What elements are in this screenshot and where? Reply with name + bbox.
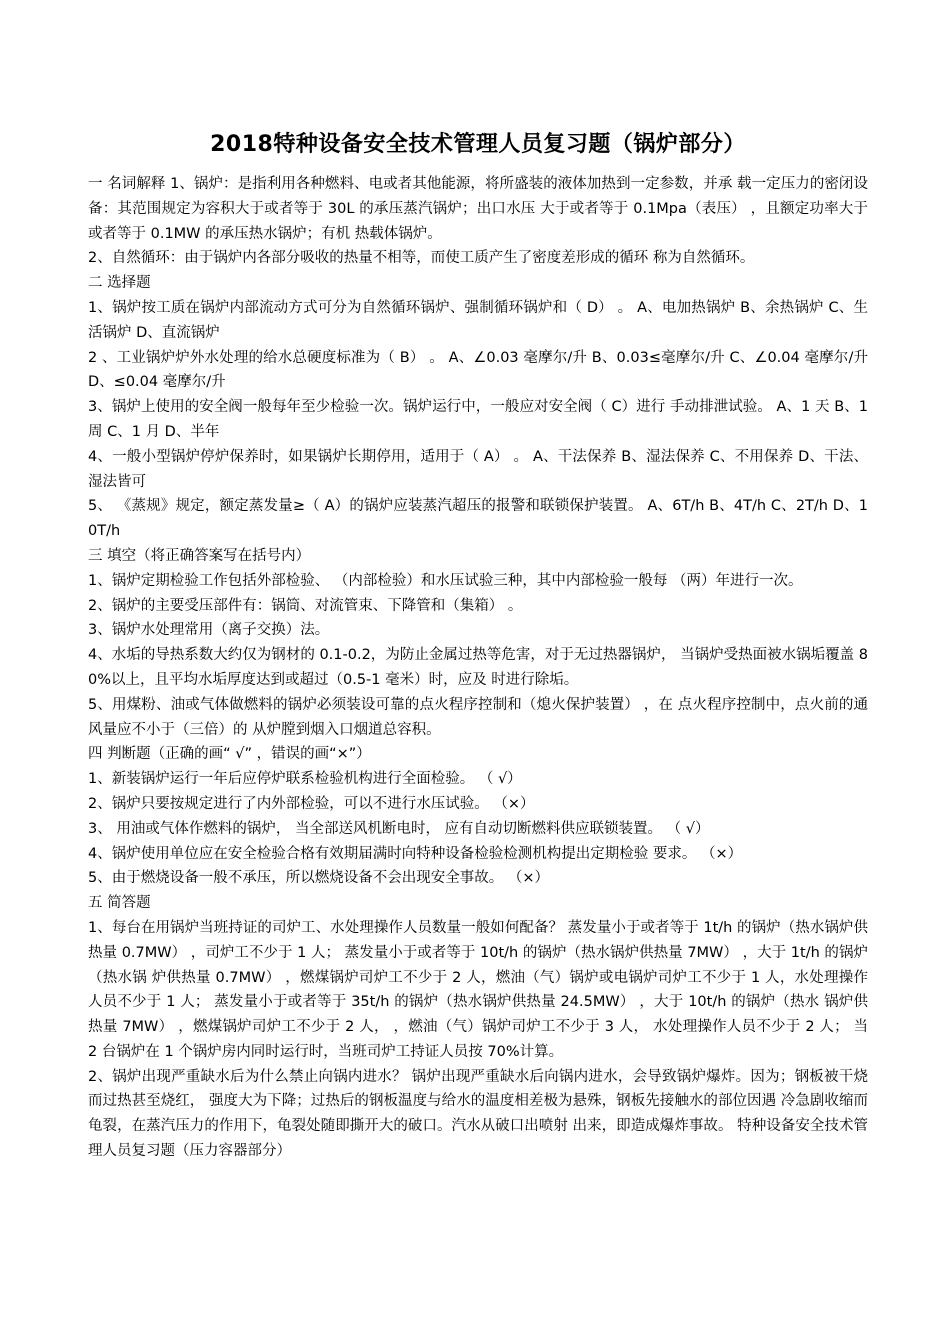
paragraph: 5、由于燃烧设备一般不承压，所以燃烧设备不会出现安全事故。 （×） [88,870,549,887]
paragraph: 3、 用油或气体作燃料的锅炉， 当全部送风机断电时， 应有自动切断燃料供应联锁装置。 （ √） [88,820,710,837]
paragraph: 2、锅炉出现严重缺水后为什么禁止向锅内进水？ 锅炉出现严重缺水后向锅内进水，会导致锅炉爆炸。因为；钢板被干烧而过热甚至烧红， 强度大为下降；过热后的钢板温度与给水的温度相差极为悬殊，钢板先接触水的部位因遇 冷急剧收缩而龟裂，在蒸汽压力的作用下，龟裂处随即撕开大的破口。汽水从破口出喷射 出来，即造成爆炸事故。 特种设备安全技术管理人员复习题（压力容器部分） [88,1068,868,1160]
paragraph: 4、锅炉使用单位应在安全检验合格有效期届满时向特种设备检验检测机构提出定期检验 要求。 （×） [88,845,743,862]
paragraph: 3、锅炉水处理常用（离子交换）法。 [88,622,330,639]
paragraph: 1、每台在用锅炉当班持证的司炉工、水处理操作人员数量一般如何配备？ 蒸发量小于或者等于 1t/h 的锅炉（热水锅炉供热量 0.7MW） ，司炉工不少于 1 人； 蒸发量小于或者等于 10t/h 的锅炉（热水锅炉供热量 7MW） ，大于 1t/h 的锅炉（热水锅 炉供热量 0.7MW） ，燃煤锅炉司炉工不少于 2 人，燃油（气）锅炉或电锅炉司炉工不少于 1 人，水处理操作人员不少于 1 人； 蒸发量小于或者等于 35t/h 的锅炉（热水锅炉供热量 24.5MW） ，大于 10t/h 的锅炉（热水 锅炉供热量 7MW） ，燃煤锅炉司炉工不少于 2 人， ，燃油（气）锅炉司炉工不少于 3 人， 水处理操作人员不少于 2 人； 当 2 台锅炉在 1 个锅炉房内同时运行时，当班司炉工持证人员按 70%计算。 [88,919,868,1060]
paragraph: 3、锅炉上使用的安全阀一般每年至少检验一次。锅炉运行中，一般应对安全阀（ C）进行 手动排泄试验。 A、1 天 B、1 周 C、1 月 D、半年 [88,399,868,440]
section-heading: 四 判断题（正确的画“ √” ，错误的画“×”） [88,746,371,763]
paragraph: 1、新装锅炉运行一年后应停炉联系检验机构进行全面检验。 （ √） [88,771,522,788]
paragraph: 2、锅炉只要按规定进行了内外部检验，可以不进行水压试验。 （×） [88,795,535,812]
section-heading: 三 填空（将正确答案写在括号内） [88,547,311,564]
paragraph: 一 名词解释 1、锅炉：是指利用各种燃料、电或者其他能源，将所盛装的液体加热到一定参数，并承 载一定压力的密闭设备：其范围规定为容积大于或者等于 30L 的承压蒸汽锅炉；出口水压 大于或者等于 0.1Mpa（表压） ，且额定功率大于或者等于 0.1MW 的承压热水锅炉；有机 热载体锅炉。 [88,176,868,242]
document-body [88,172,868,1164]
paragraph: 1、锅炉定期检验工作包括外部检验、 （内部检验）和水压试验三种，其中内部检验一般每 （两）年进行一次。 [88,572,803,589]
paragraph: 5、用煤粉、油或气体做燃料的锅炉必须装设可靠的点火程序控制和（熄火保护装置） ，在 点火程序控制中，点火前的通风量应不小于（三倍）的 从炉膛到烟入口烟道总容积。 [88,696,868,738]
paragraph: 2、自然循环：由于锅炉内各部分吸收的热量不相等，而使工质产生了密度差形成的循环 称为自然循环。 [88,250,755,267]
paragraph: 4、水垢的导热系数大约仅为钢材的 0.1-0.2，为防止金属过热等危害，对于无过热器锅炉， 当锅炉受热面被水锅垢覆盖 80%以上，且平均水垢厚度达到或超过（0.5-1 毫米）时，应及 时进行除垢。 [88,647,868,688]
document-title: 2018特种设备安全技术管理人员复习题（锅炉部分） [210,132,746,157]
paragraph: 1、锅炉按工质在锅炉内部流动方式可分为自然循环锅炉、强制循环锅炉和（ D） 。 A、电加热锅炉 B、余热锅炉 C、生活锅炉 D、直流锅炉 [88,299,868,341]
section-heading: 五 简答题 [88,895,151,912]
paragraph: 4、一般小型锅炉停炉保养时，如果锅炉长期停用，适用于（ A） 。 A、干法保养 B、湿法保养 C、不用保养 D、干法、湿法皆可 [88,448,868,490]
section-heading: 二 选择题 [88,275,151,292]
document-page [88,130,868,1164]
paragraph: 2 、工业锅炉炉外水处理的给水总硬度标准为（ B） 。 A、∠0.03 毫摩尔/升 B、0.03≤毫摩尔/升 C、∠0.04 毫摩尔/升 D、≤0.04 毫摩尔/升 [88,349,868,391]
paragraph: 5、 《蒸规》规定，额定蒸发量≥（ A）的锅炉应装蒸汽超压的报警和联锁保护装置。 A、6T/h B、4T/h C、2T/h D、10T/h [88,498,868,540]
paragraph: 2、锅炉的主要受压部件有：锅筒、对流管束、下降管和（集箱） 。 [88,597,523,614]
